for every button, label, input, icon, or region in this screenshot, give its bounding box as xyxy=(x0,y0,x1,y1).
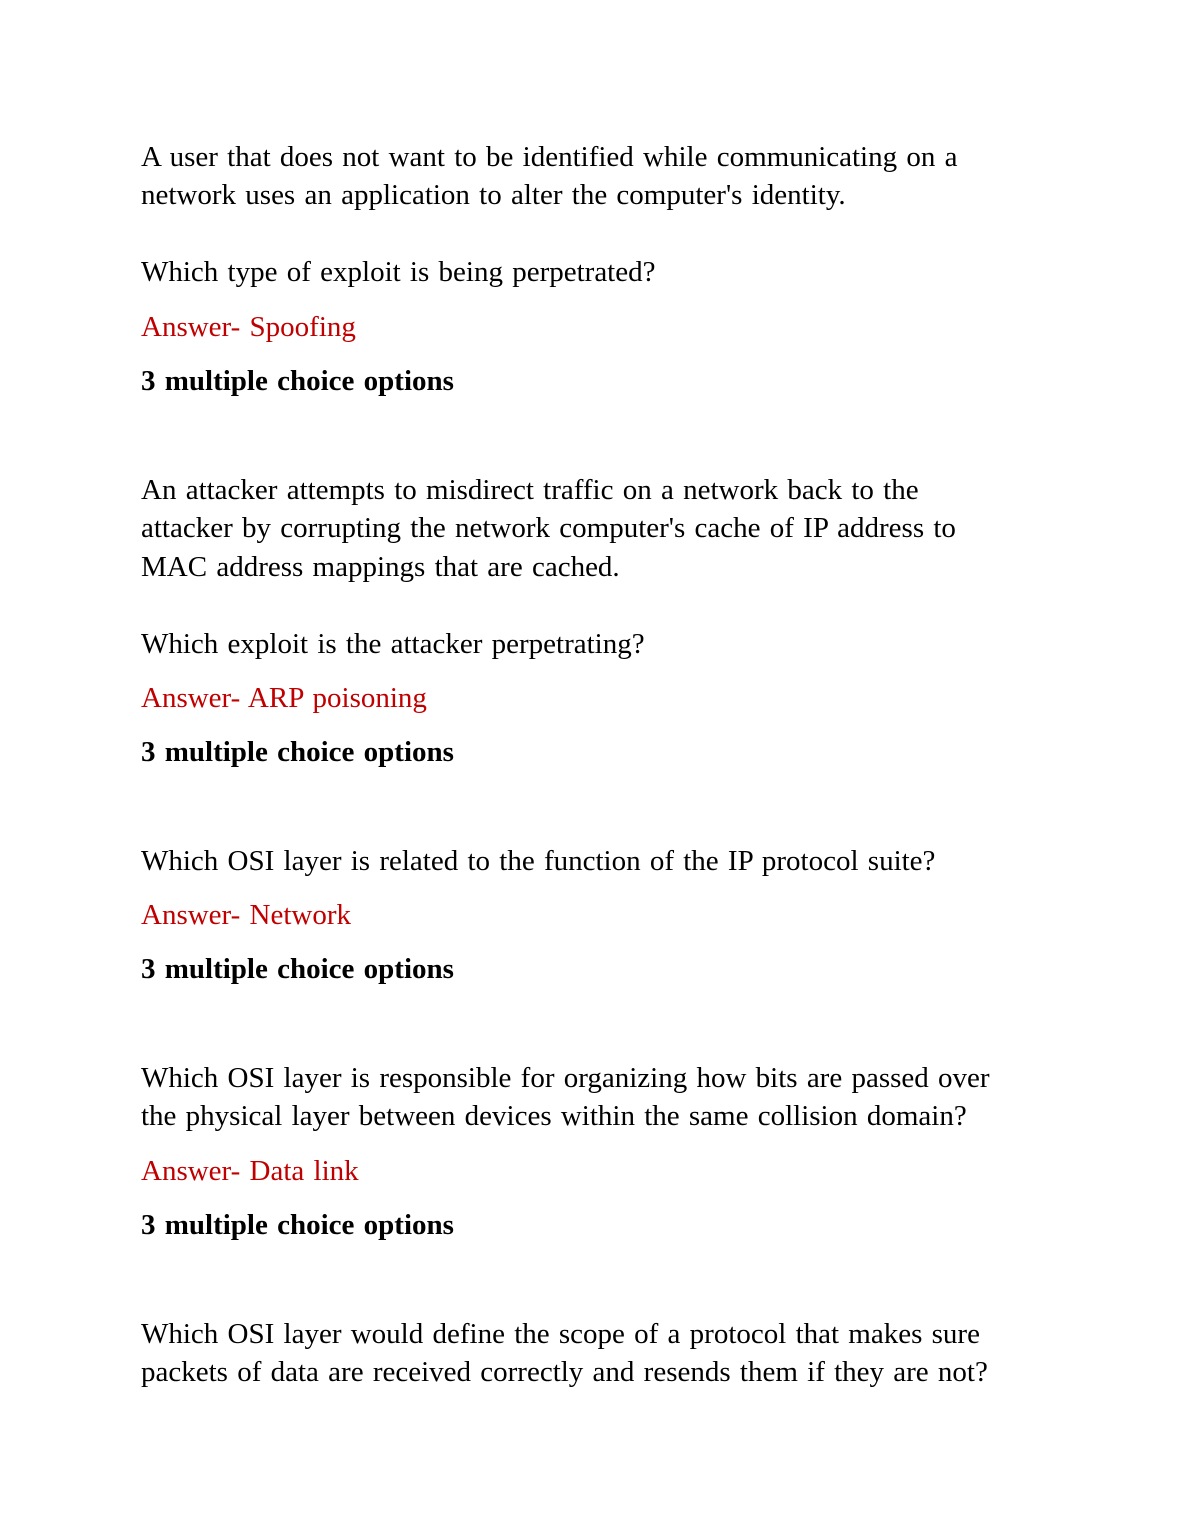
question-5-stem-line-1: Which OSI layer would define the scope of a protocol that makes sure xyxy=(141,1318,980,1350)
question-1-options-label: 3 multiple choice options xyxy=(141,365,454,397)
question-2-answer: Answer- ARP poisoning xyxy=(141,682,427,714)
question-1-stem-line-1: A user that does not want to be identified while communicating on a xyxy=(141,141,958,173)
question-1-stem-line-2: network uses an application to alter the computer's identity. xyxy=(141,179,846,211)
question-3-options-label: 3 multiple choice options xyxy=(141,953,454,985)
question-1-answer: Answer- Spoofing xyxy=(141,311,356,343)
question-1-prompt: Which type of exploit is being perpetrated? xyxy=(141,256,656,288)
question-2-stem-line-1: An attacker attempts to misdirect traffic on a network back to the xyxy=(141,474,919,506)
question-4-options-label: 3 multiple choice options xyxy=(141,1209,454,1241)
question-2-stem-line-3: MAC address mappings that are cached. xyxy=(141,551,620,583)
question-3-stem-line-1: Which OSI layer is related to the function of the IP protocol suite? xyxy=(141,845,936,877)
question-2-prompt: Which exploit is the attacker perpetrating? xyxy=(141,628,645,660)
question-2-stem-line-2: attacker by corrupting the network computer's cache of IP address to xyxy=(141,512,956,544)
question-4-stem-line-1: Which OSI layer is responsible for organizing how bits are passed over xyxy=(141,1062,990,1094)
question-4-stem-line-2: the physical layer between devices within the same collision domain? xyxy=(141,1100,967,1132)
question-3-answer: Answer- Network xyxy=(141,899,351,931)
question-2-options-label: 3 multiple choice options xyxy=(141,736,454,768)
question-5-stem-line-2: packets of data are received correctly and resends them if they are not? xyxy=(141,1356,988,1388)
question-4-answer: Answer- Data link xyxy=(141,1155,359,1187)
